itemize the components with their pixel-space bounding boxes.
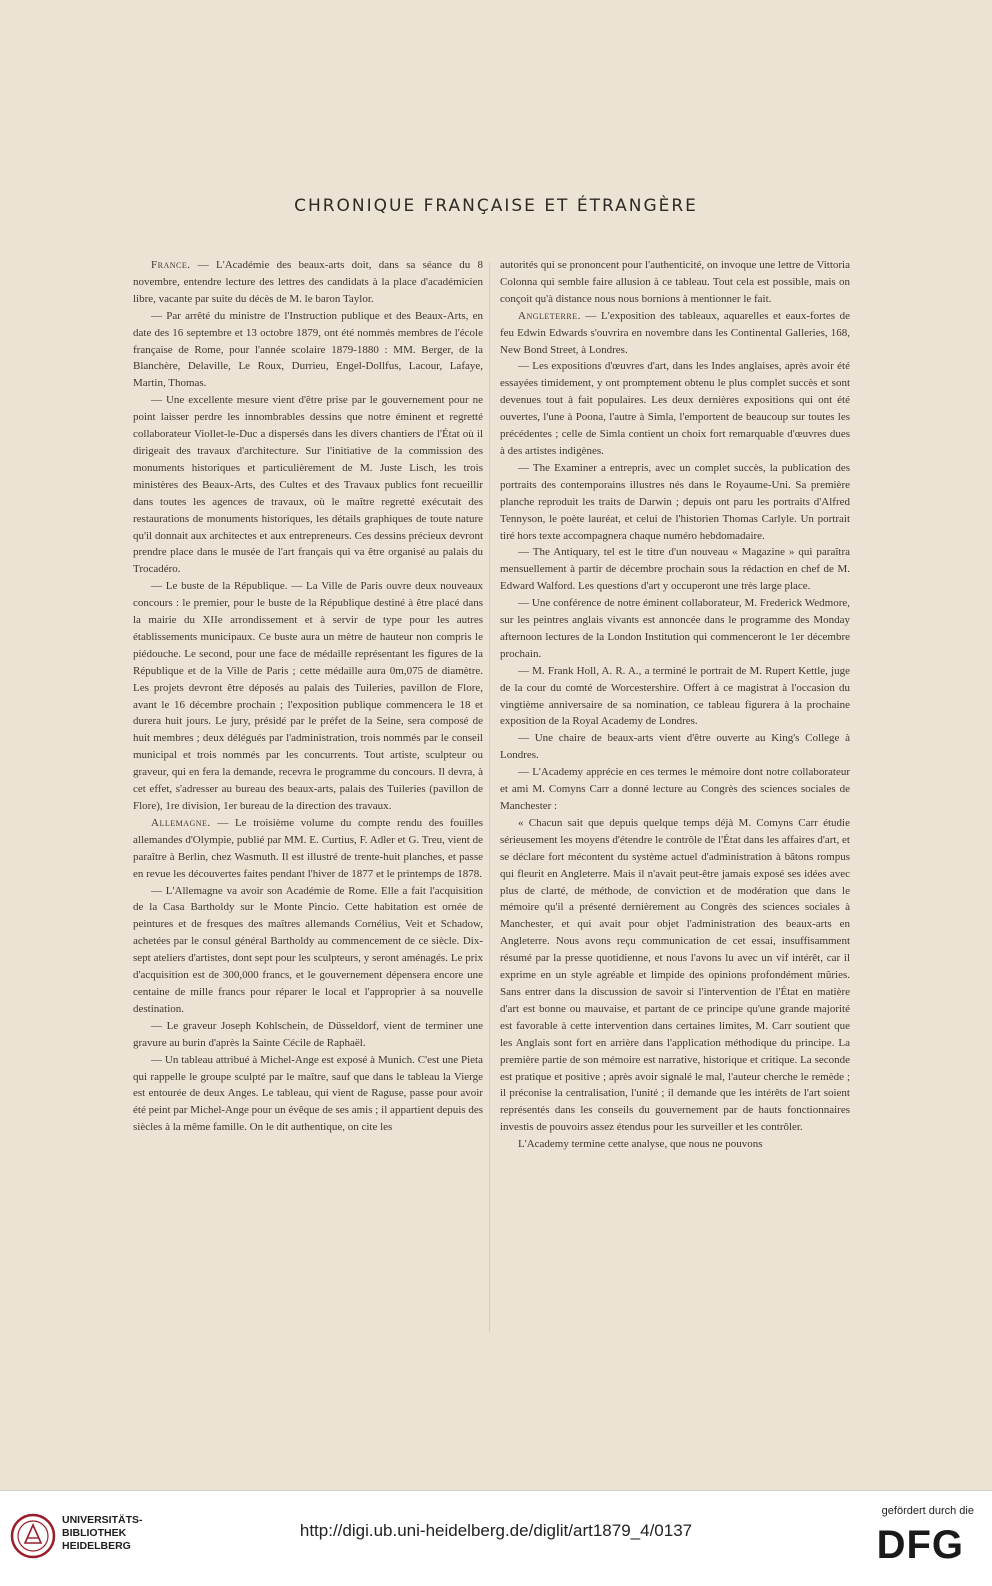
section-heading: Angleterre. [518,309,581,322]
paragraph-text: — Par arrêté du ministre de l'Instruction publique et des Beaux-Arts, en date des 16 septembre et 13 octobre 1879, ont été nommés membres de l'école française de Rome, pour l'année scolaire 1879-1880 : MM. Berger, de la Blanchère, Delaville, Le Roux, Durrieu, Engel-Dollfus, Lacour, Lafaye, Martin, Thomas. [133,309,483,390]
university-name-line: BIBLIOTHEK [62,1527,127,1539]
paragraph-text: autorités qui se prononcent pour l'authenticité, on invoque une lettre de Vittoria Colonna qui semble faire allusion à ce tableau. Tout cela est possible, mais on conçoit qu'à distance nous nous bornions à mentionner le fait. [500,259,850,305]
paragraph [500,595,850,663]
paragraph-text: — Un tableau attribué à Michel-Ange est exposé à Munich. C'est une Pieta qui rappelle le groupe sculpté par le maître, sauf que dans le tableau la Vierge est entourée de deux Anges. Le tableau, qui vient de Raguse, passe pour avoir été peint par Michel-Ange pour un évêque de ses amis ; il appartient depuis des siècles à la même famille. On le dit authentique, on cite les [133,1053,483,1134]
paragraph-text: — The Antiquary, tel est le titre d'un nouveau « Magazine » qui paraîtra mensuellement à partir de décembre prochain sous la rédaction en chef de M. Edward Walford. Les questions d'art y occuperont une très large place. [500,546,850,593]
university-name-line: UNIVERSITÄTS- [62,1514,143,1526]
paragraph-text: L'Academy termine cette analyse, que nous ne pouvons [518,1138,763,1151]
paragraph-text: — The Examiner a entrepris, avec un complet succès, la publication des portraits des contemporains illustres nés dans le Royaume-Uni. Sa première planche reproduit les traits de Darwin ; depuis ont paru les portraits d'Alfred Tennyson, le poète lauréat, et celui de l'historien Thomas Carlyle. Un portrait tiré hors texte accompagnera chaque numéro hebdomadaire. [500,461,850,542]
paragraph [133,883,483,1018]
paragraph [500,764,850,815]
paragraph [500,663,850,731]
source-url-link[interactable]: http://digi.ub.uni-heidelberg.de/diglit/art1879_4/0137 [299,1521,693,1540]
paragraph [500,257,850,308]
university-name-line: HEIDELBERG [62,1540,131,1552]
paragraph [133,308,483,393]
dfg-logo: DFG [876,1523,964,1567]
paragraph [500,308,850,359]
paragraph [133,578,483,815]
paragraph [500,358,850,459]
paragraph [500,815,850,1136]
paragraph-text: — Une conférence de notre éminent collaborateur, M. Frederick Wedmore, sur les peintres anglais vivants est annoncée dans le programme des Monday afternoon lectures de la London Institution qui commenceront le 1er décembre prochain. [500,597,850,660]
paragraph-text: — L'Académie des beaux-arts doit, dans sa séance du 8 novembre, entendre lecture des lettres des candidats à la place d'académicien libre, vacante par suite du décès de M. le baron Taylor. [133,259,483,305]
column-divider [489,262,490,1332]
page-title: CHRONIQUE FRANÇAISE ET ÉTRANGÈRE [294,196,698,216]
paragraph [133,392,483,578]
paragraph-text: — M. Frank Holl, A. R. A., a terminé le portrait de M. Rupert Kettle, juge de la cour du comté de Worcestershire. Offert à ce magistrat à l'occasion du vingtième anniversaire de sa nomination, ce tableau figurera à la prochaine exposition de la Royal Academy de Londres. [500,664,850,728]
footer-bar [0,1490,992,1586]
paragraph [500,460,850,545]
paragraph [133,1052,483,1137]
paragraph-text: — Le graveur Joseph Kohlschein, de Düsseldorf, vient de terminer une gravure au burin d'après la Sainte Cécile de Raphaël. [133,1019,483,1049]
section-heading: France. [151,259,191,271]
paragraph-text: — Une excellente mesure vient d'être prise par le gouvernement pour ne point laisser perdre les innombrables dessins que notre éminent et regretté collaborateur Viollet-le-Duc a dispersés dans les divers chantiers de l'État où il dirigeait des travaux d'architecture. Sur l'initiative de la commission des monuments historiques et particulièrement de M. Juste Lisch, les trois ministères des Beaux-Arts, des Cultes et des Travaux publics font recueillir dans toutes les agences de travaux, où le maître regretté exécutait des restaurations de monuments historiques, les détails graphiques de toute nature qu'il donnait aux architectes et aux entrepreneurs. Ces dessins précieux devront prendre place dans le musée de l'art français qui va être organisé au palais du Trocadéro. [133,394,483,576]
paragraph-text: — Une chaire de beaux-arts vient d'être ouverte au King's College à Londres. [500,732,850,762]
paragraph [500,544,850,595]
paragraph-text: — Le buste de la République. — La Ville de Paris ouvre deux nouveaux concours : le premier, pour le buste de la République destiné à être placé dans la mairie du XIIe arrondissement et à servir de type pour les autres établissements municipaux. Ce buste aura un mètre de hauteur non compris le piédouche. Le second, pour une face de médaille représentant les figures de la République et de la Ville de Paris ; cette médaille aura 0m,075 de diamètre. Les projets devront être déposés au palais des Tuileries, pavillon de Flore, avant le 16 décembre prochain ; l'exposition publique commencera le 18 et durera huit jours. Le jury, présidé par le préfet de la Seine, sera composé de huit membres ; deux délégués par l'administration, trois nommés par le conseil municipal et trois nommés par les concurrents. Tout artiste, sculpteur ou graveur, qui en fera la demande, recevra le programme du concours. Il devra, à cet effet, s'adresser au bureau des beaux-arts, palais des Tuileries (pavillon de Flore), 1re division, 1er bureau de la direction des travaux. [133,580,483,812]
section-heading: Allemagne. [151,816,211,829]
right-column [500,257,850,1332]
funding-caption: gefördert durch die [881,1505,974,1517]
left-column [133,257,483,1332]
paragraph [500,1136,850,1153]
paragraph-text: « Chacun sait que depuis quelque temps déjà M. Comyns Carr étudie sérieusement les moyens d'étendre le contrôle de l'État dans les affaires d'art, et se déclare fort mécontent du système actuel d'administration à bâtons rompus qui fleurit en Angleterre. Mais il n'avait peut-être jamais exposé ses idées avec plus de clarté, de méthode, de conviction et de modération que dans le mémoire qu'il a présenté dernièrement au Congrès des sciences sociales à Manchester, et qui avait pour objet l'administration des beaux-arts en Angleterre. Nous avons reçu communication de cet essai, insuffisamment résumé par la presse quotidienne, et nous l'avons lu avec un vif intérêt, car il exprime en un style agréable et limpide des opinions profondément mûries. Sans entrer dans la discussion de savoir si l'intervention de l'État en matière d'art est bonne ou mauvaise, et partant de ce principe qu'une grande majorité est favorable à cette intervention dans certaines limites, M. Carr soutient que les Anglais sont fort en arrière dans l'application méthodique du principe. La première partie de son mémoire est narrative, historique et critique. La seconde est pratique et positive ; après avoir signalé le mal, l'auteur cherche le remède ; il préconise la centralisation, l'unité ; il demande que les intérêts de l'art soient représentés dans les conseils du gouvernement par de hauts fonctionnaires investis de pouvoirs assez étendus pour les surveiller et les contrôler. [500,816,850,1134]
paragraph [133,815,483,883]
paragraph-text: — Les expositions d'œuvres d'art, dans les Indes anglaises, après avoir été essayées timidement, y ont promptement obtenu le plus complet succès et sont devenues tout à fait populaires. Les deux dernières expositions qui ont été ouvertes, l'une à Poona, l'autre à Simla, l'emportent de beaucoup sur toutes les précédentes ; celle de Simla contient un choix fort remarquable d'œuvres dues à des artistes indigènes. [500,360,850,457]
paragraph [133,257,483,308]
paragraph-text: — L'Allemagne va avoir son Académie de Rome. Elle a fait l'acquisition de la Casa Bartholdy sur le Monte Pincio. Cette habitation est ornée de peintures et de fresques des maîtres allemands Cornélius, Veit et Schadow, achetées par le consul général Bartholdy au commencement de ce siècle. Dix-sept ateliers d'artistes, dont sept pour les sculpteurs, y seront aménagés. Le prix d'acquisition est de 300,000 francs, et le gouvernement dépensera encore une centaine de mille francs pour réparer le local et l'approprier à sa nouvelle destination. [133,884,483,1015]
paragraph-text: — Le troisième volume du compte rendu des fouilles allemandes d'Olympie, publié par MM. E. Curtius, F. Adler et G. Treu, vient de paraître à Berlin, chez Wasmuth. Il est illustré de trente-huit planches, et passe en revue les découvertes faites pendant l'hiver de 1877 et le printemps de 1878. [133,816,483,880]
paragraph-text: — L'Academy apprécie en ces termes le mémoire dont notre collaborateur et ami M. Comyns Carr a donné lecture au Congrès des sciences sociales de Manchester : [500,766,850,812]
paragraph-text: — L'exposition des tableaux, aquarelles et eaux-fortes de feu Edwin Edwards s'ouvrira en novembre dans les Continental Galleries, 168, New Bond Street, à Londres. [500,309,850,356]
paragraph [133,1018,483,1052]
paragraph [500,730,850,764]
